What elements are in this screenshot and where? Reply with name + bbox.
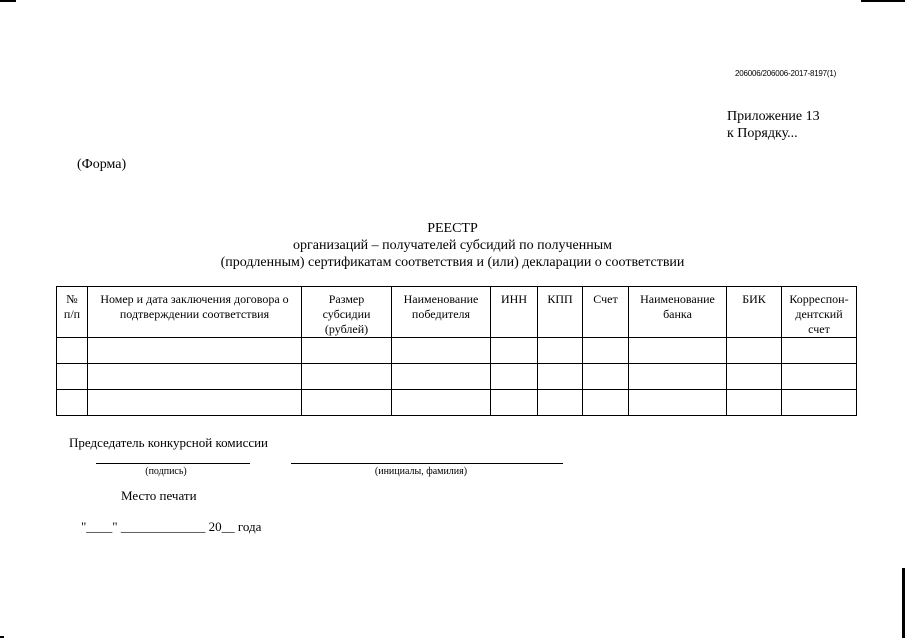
header-cell-number: № п/п bbox=[57, 287, 88, 338]
registry-subtitle-line-1: организаций – получателей субсидий по полученным bbox=[293, 238, 612, 253]
document-id: 206006/206006-2017-8197(1) bbox=[735, 69, 837, 78]
appendix-line-1: Приложение 13 bbox=[727, 109, 820, 124]
table-cell bbox=[629, 390, 727, 416]
appendix-line-2: к Порядку... bbox=[727, 126, 798, 141]
table-cell bbox=[538, 364, 583, 390]
header-cell-winner-name: Наименование победителя bbox=[392, 287, 491, 338]
table-cell bbox=[392, 390, 491, 416]
scan-mark-bottom-left bbox=[0, 636, 4, 638]
header-cell-account: Счет bbox=[583, 287, 629, 338]
table-cell bbox=[392, 364, 491, 390]
table-cell bbox=[538, 338, 583, 364]
header-cell-inn: ИНН bbox=[491, 287, 538, 338]
header-cell-correspondent-account: Корреспон-дентский счет bbox=[782, 287, 857, 338]
table-cell bbox=[629, 338, 727, 364]
table-cell bbox=[88, 390, 302, 416]
table-cell bbox=[727, 364, 782, 390]
table-cell bbox=[782, 390, 857, 416]
table-cell bbox=[583, 364, 629, 390]
appendix-reference bbox=[727, 108, 820, 142]
seal-label: Место печати bbox=[121, 488, 197, 503]
scan-mark-top-right bbox=[861, 0, 905, 2]
table-cell bbox=[629, 364, 727, 390]
table-cell bbox=[782, 364, 857, 390]
table-cell bbox=[302, 338, 392, 364]
table-cell bbox=[727, 338, 782, 364]
registry-table bbox=[56, 286, 857, 416]
table-cell bbox=[302, 364, 392, 390]
table-header-row bbox=[57, 287, 857, 338]
registry-title-block bbox=[0, 220, 905, 271]
table-cell bbox=[538, 390, 583, 416]
table-cell bbox=[491, 364, 538, 390]
table-row bbox=[57, 390, 857, 416]
header-cell-kpp: КПП bbox=[538, 287, 583, 338]
name-caption: (инициалы, фамилия) bbox=[374, 466, 468, 477]
header-cell-bank-name: Наименование банка bbox=[629, 287, 727, 338]
table-row bbox=[57, 338, 857, 364]
table-cell bbox=[491, 390, 538, 416]
registry-title: РЕЕСТР bbox=[427, 221, 478, 236]
registry-subtitle-line-2: (продленным) сертификатам соответствия и (или) декларации о соответствии bbox=[220, 255, 685, 270]
table-cell bbox=[583, 338, 629, 364]
table-cell bbox=[57, 364, 88, 390]
table-cell bbox=[491, 338, 538, 364]
signature-caption: (подпись) bbox=[145, 466, 187, 477]
table-cell bbox=[57, 338, 88, 364]
name-line bbox=[291, 463, 563, 464]
table-cell bbox=[583, 390, 629, 416]
form-label: (Форма) bbox=[77, 157, 127, 172]
table-cell bbox=[88, 338, 302, 364]
table-cell bbox=[392, 338, 491, 364]
header-cell-contract: Номер и дата заключения договора о подтверждении соответствия bbox=[88, 287, 302, 338]
scan-mark-top-left bbox=[0, 0, 16, 2]
table-cell bbox=[782, 338, 857, 364]
header-cell-subsidy-amount: Размер субсидии (рублей) bbox=[302, 287, 392, 338]
table-row bbox=[57, 364, 857, 390]
signature-line bbox=[96, 463, 250, 464]
table-cell bbox=[57, 390, 88, 416]
table-cell bbox=[302, 390, 392, 416]
chairman-label: Председатель конкурсной комиссии bbox=[69, 435, 269, 450]
date-line: "____" _____________ 20__ года bbox=[81, 519, 262, 534]
header-cell-bik: БИК bbox=[727, 287, 782, 338]
table-cell bbox=[727, 390, 782, 416]
table-cell bbox=[88, 364, 302, 390]
